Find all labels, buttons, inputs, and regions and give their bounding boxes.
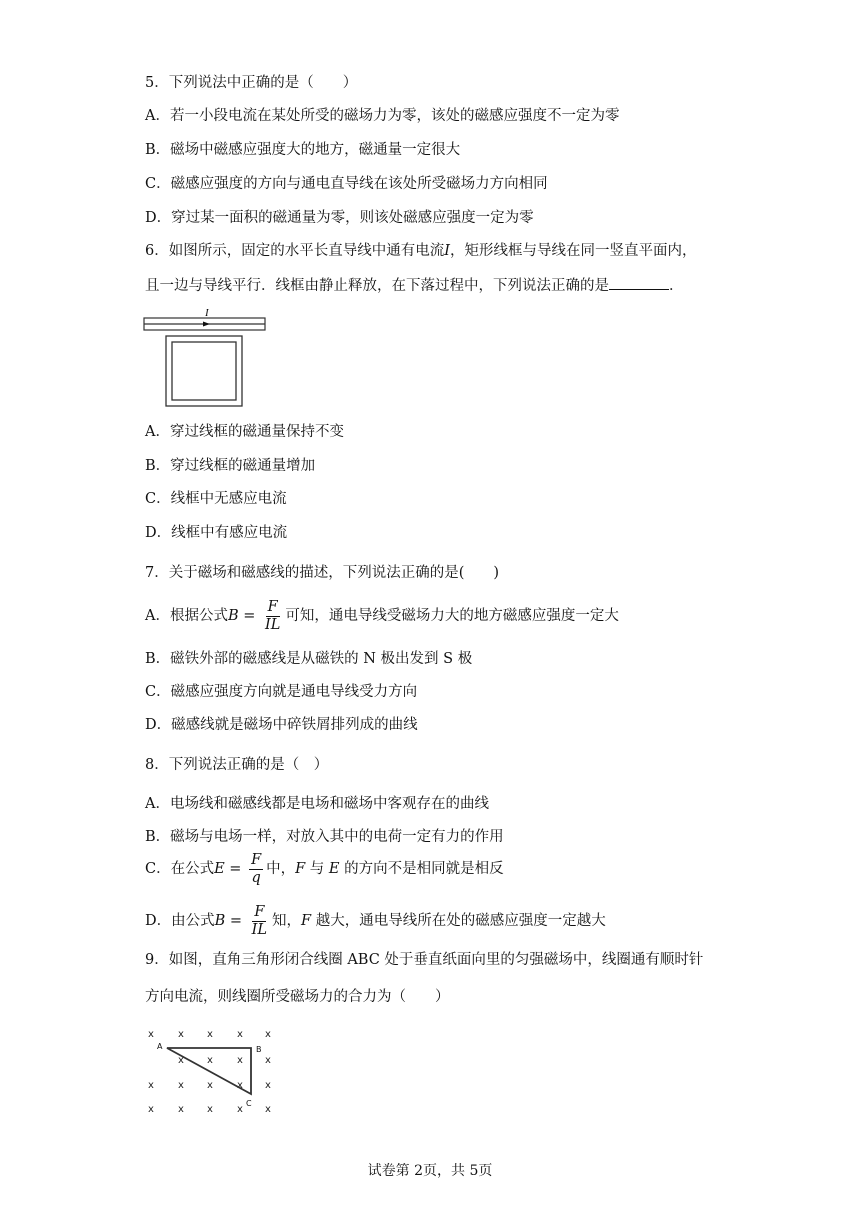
q5-option-a: A．若一小段电流在某处所受的磁场力为零，该处的磁感应强度不一定为零 — [145, 108, 620, 124]
vertex-a-label: A — [157, 1042, 163, 1051]
q7-a-lhs: B — [227, 608, 239, 624]
q8-c-post: 的方向不是相同就是相反 — [339, 861, 504, 877]
q8-d-pre: D．由公式 — [145, 913, 215, 929]
q6-stem-line2 — [145, 275, 684, 296]
q6-option-d: D．线框中有感应电流 — [145, 525, 288, 541]
q5-option-d: D．穿过某一面积的磁通量为零，则该处磁感应强度一定为零 — [145, 210, 534, 226]
field-x-icon: x — [265, 1104, 271, 1115]
answer-blank — [609, 275, 669, 290]
q7-a-fraction — [263, 599, 282, 634]
q5-option-b: B．磁场中磁感应强度大的地方，磁通量一定很大 — [145, 142, 461, 158]
wire-and-frame-figure — [143, 305, 267, 408]
q8-c-var1: F — [295, 861, 306, 877]
q5-stem: 5．下列说法中正确的是（ ） — [145, 75, 358, 91]
q8-option-a: A．电场线和磁感线都是电场和磁场中客观存在的曲线 — [145, 796, 489, 812]
q6-stem-current-var: I — [444, 243, 450, 259]
vertex-c-label: C — [246, 1099, 252, 1108]
q7-a-denominator: IL — [265, 616, 281, 633]
q9-stem-line2: 方向电流，则线圈所受磁场力的合力为（ ） — [145, 989, 450, 1005]
field-x-icon: x — [265, 1055, 271, 1066]
q8-d-var: F — [301, 913, 312, 929]
q6-stem-line1 — [145, 241, 696, 261]
q8-d-post: 越大，通电导线所在处的磁感应强度一定越大 — [311, 913, 606, 929]
q8-d-denominator: IL — [251, 921, 268, 938]
q6-stem-text-a: 6．如图所示，固定的水平长直导线中通有电流 — [145, 243, 445, 259]
q8-c-pre: C．在公式 — [145, 861, 215, 877]
q7-a-numerator: F — [267, 598, 278, 615]
q8-c-mid2: 与 — [305, 861, 329, 877]
q8-c-fraction — [249, 852, 263, 887]
q6-option-c: C．线框中无感应电流 — [145, 491, 287, 507]
field-x-icon: x — [237, 1055, 243, 1066]
q8-d-fraction — [250, 904, 269, 939]
field-x-icon: x — [207, 1055, 213, 1066]
page-footer: 试卷第 2页，共 5页 — [367, 1163, 493, 1179]
frame-inner — [172, 342, 236, 400]
field-x-icon: x — [237, 1080, 243, 1091]
q6-stem-text-b: ，矩形线框与导线在同一竖直平面内， — [449, 243, 697, 259]
field-x-icon: x — [265, 1080, 271, 1091]
field-x-icon: x — [265, 1029, 271, 1040]
field-x-icon: x — [207, 1104, 213, 1115]
field-x-icon: x — [178, 1104, 184, 1115]
q8-d-numerator: F — [254, 903, 265, 920]
q7-a-pre: A．根据公式 — [145, 608, 228, 624]
field-x-icon: x — [237, 1029, 243, 1040]
field-x-icon: x — [207, 1029, 213, 1040]
q8-option-d: D．由公式B = $\frac{F}{IL}$ 知，F 越大，通电导线所在处的磁感应强度一定越大 — [145, 903, 606, 938]
q8-option-c: C．在公式E = $\frac{F}{q}$ 中，F 与 E 的方向不是相同就是相反 — [145, 851, 504, 886]
field-x-icon: x — [148, 1080, 154, 1091]
q7-stem: 7．关于磁场和磁感线的描述，下列说法正确的是( ) — [145, 565, 500, 581]
q7-a-post: 可知，通电导线受磁场力大的地方磁感应强度一定大 — [285, 608, 619, 624]
q7-option-a: A．根据公式B = $\frac{F}{IL}$ 可知，通电导线受磁场力大的地方磁感应强度一定大 — [145, 598, 619, 633]
field-x-icon: x — [148, 1104, 154, 1115]
q8-d-lhs: B — [214, 913, 226, 929]
field-x-icon: x — [178, 1029, 184, 1040]
q7-option-d: D．磁感线就是磁场中碎铁屑排列成的曲线 — [145, 717, 418, 733]
q5-option-c: C．磁感应强度的方向与通电直导线在该处所受磁场力方向相同 — [145, 176, 548, 192]
q6-stem-text-c: 且一边与导线平行．线框由静止释放，在下落过程中，下列说法正确的是 — [145, 278, 609, 294]
q8-d-mid: 知， — [272, 913, 302, 929]
q6-stem-end: ． — [669, 278, 684, 294]
field-x-icon: x — [148, 1029, 154, 1040]
vertex-b-label: B — [256, 1045, 262, 1054]
q6-option-a: A．穿过线框的磁通量保持不变 — [145, 424, 344, 440]
q8-c-var2: E — [328, 861, 340, 877]
q7-option-b: B．磁铁外部的磁感线是从磁铁的 N 极出发到 S 极 — [145, 651, 473, 667]
field-x-icon: x — [207, 1080, 213, 1091]
q8-stem: 8．下列说法正确的是（ ） — [145, 757, 329, 773]
q7-option-c: C．磁感应强度方向就是通电导线受力方向 — [145, 684, 418, 700]
q8-c-lhs: E — [214, 861, 225, 877]
q8-c-mid1: 中， — [266, 861, 296, 877]
current-label: I — [205, 307, 209, 319]
q9-stem-line1: 9．如图，直角三角形闭合线圈 ABC 处于垂直纸面向里的匀强磁场中，线圈通有顺时针 — [145, 952, 704, 968]
frame-outer — [166, 336, 242, 406]
q8-option-b: B．磁场与电场一样，对放入其中的电荷一定有力的作用 — [145, 829, 504, 845]
field-x-icon: x — [178, 1080, 184, 1091]
triangle-coil-figure — [143, 1025, 277, 1117]
field-x-icon: x — [178, 1055, 184, 1066]
q8-c-denominator: q — [251, 869, 261, 886]
field-x-icon: x — [237, 1104, 243, 1115]
q6-option-b: B．穿过线框的磁通量增加 — [145, 458, 316, 474]
q8-c-numerator: F — [251, 851, 262, 868]
